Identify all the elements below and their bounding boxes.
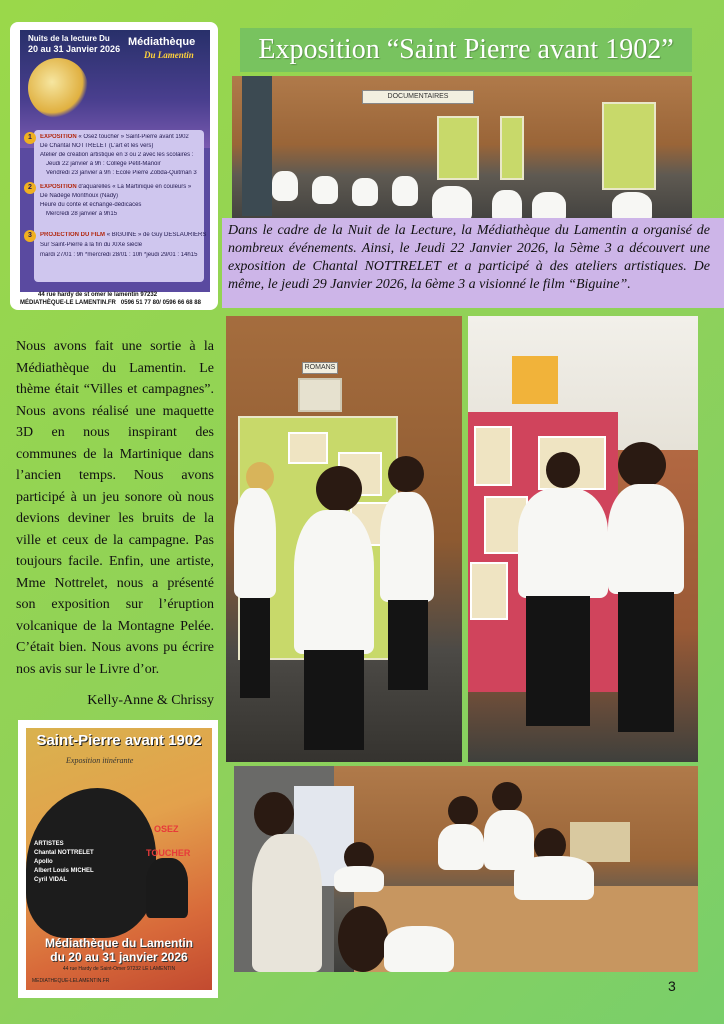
exhibition-poster xyxy=(18,720,218,998)
student xyxy=(392,176,418,206)
exhibition-panel xyxy=(437,116,479,180)
student-head xyxy=(388,456,424,492)
book-stack xyxy=(570,822,630,862)
flyer-section2-subtitle: d'aquarelles « La Martinique en couleurs » xyxy=(78,184,192,190)
poster-dates: du 20 au 31 janvier 2026 xyxy=(50,950,188,964)
poster-website: MEDIATHEQUE-LELAMENTIN.FR xyxy=(32,978,110,984)
story-author: Kelly-Anne & Chrissy xyxy=(87,693,214,708)
student-head xyxy=(316,466,362,512)
poster-toucher: TOUCHER xyxy=(146,848,191,858)
poster-artist: Apollo xyxy=(34,859,53,865)
page-title: Exposition “Saint Pierre avant 1902” xyxy=(240,28,692,72)
flyer-section3-note: Sur Saint-Pierre à la fin du XIXe siècle xyxy=(40,242,143,248)
photo-students-at-panel xyxy=(226,316,462,762)
student-legs xyxy=(304,650,364,750)
student xyxy=(432,186,472,222)
flyer-artwork xyxy=(20,30,210,292)
flyer-venue-sub: Du Lamentin xyxy=(144,50,194,60)
student xyxy=(608,484,684,594)
exhibit-picture xyxy=(470,562,508,620)
person-head xyxy=(254,792,294,836)
poster-osez: OSEZ xyxy=(154,824,179,834)
window xyxy=(242,76,272,216)
student xyxy=(312,176,338,204)
poster-artwork xyxy=(26,728,212,990)
photo-library-exhibition-room xyxy=(232,76,692,228)
student xyxy=(438,824,484,870)
student-head xyxy=(618,442,666,488)
poster-subtitle: Exposition itinérante xyxy=(66,756,134,765)
poster-artists-label: ARTISTES xyxy=(34,841,64,847)
exhibition-panel xyxy=(602,102,656,190)
silhouette-hand-icon xyxy=(146,858,188,918)
student xyxy=(514,856,594,900)
poster-artist: Albert Louis MICHEL xyxy=(34,868,94,874)
flyer-section1-number: 1 xyxy=(24,132,36,144)
flyer-section3-title: PROJECTION DU FILM xyxy=(40,232,106,238)
student-head xyxy=(338,906,388,972)
flyer-section3-subtitle: « BIGUINE » de Guy DESLAURIERS xyxy=(106,232,207,238)
student-legs xyxy=(388,600,428,690)
poster-title: Saint-Pierre avant 1902 xyxy=(36,732,202,749)
student xyxy=(352,178,378,206)
flyer-phone: 0596 51 77 80/ 0596 66 68 88 xyxy=(120,300,201,306)
flyer-website: MÉDIATHÈQUE-LE LAMENTIN.FR xyxy=(20,300,116,306)
student xyxy=(234,488,276,598)
exhibit-picture xyxy=(288,432,328,464)
flyer-section3-dates: mardi 27/01 : 9h *mercredi 28/01 : 10h *jeudi 29/01 : 14h15 xyxy=(40,252,198,258)
moon-icon xyxy=(28,58,88,118)
poster-artist: Chantal NOTTRELET xyxy=(34,850,94,856)
poster-venue: Médiathèque du Lamentin xyxy=(44,936,193,950)
photo-art-workshop xyxy=(234,766,698,972)
student xyxy=(380,492,434,602)
poster-artist: Cyril VIDAL xyxy=(34,877,68,883)
student xyxy=(272,171,298,201)
caption-box xyxy=(222,218,724,308)
flyer-section1-subtitle: « Osez toucher » Saint-Pierre avant 1902 xyxy=(78,134,189,140)
page-number: 3 xyxy=(668,978,676,994)
exhibit-picture xyxy=(474,426,512,486)
student xyxy=(294,510,374,654)
flyer-section3-number: 3 xyxy=(24,230,36,242)
exhibition-panel xyxy=(500,116,524,180)
student xyxy=(384,926,454,972)
student xyxy=(518,488,608,598)
flyer-section1-workshop: Atelier de création artistique en 3 ou 2 avec les scolaires : xyxy=(40,152,194,158)
flyer-contact-line xyxy=(20,300,210,306)
photo-students-at-pink-board xyxy=(468,316,698,762)
flyer-address: 44 rue hardy de st omer le lamentin 97232 xyxy=(38,292,158,298)
poster-artists xyxy=(34,840,94,885)
caption-text: Dans le cadre de la Nuit de la Lecture, la Médiathèque du Lamentin a organisé de nombreux événements. Ainsi, le Jeudi 22 Janvier 2026, la 5ème 3 a découvert une exposition de Chantal NOTTRELET et a participé à des ateliers artistiques. De même, le jeudi 29 Janvier 2026, la 6ème 3 a visionné le film “Biguine”. xyxy=(228,223,710,292)
adult-instructor xyxy=(252,834,322,972)
flyer-section2-title: EXPOSITION xyxy=(40,184,77,190)
poster-address: 44 rue Hardy de Saint-Omer 97232 LE LAMENTIN xyxy=(62,966,176,972)
student-legs xyxy=(240,598,270,698)
flyer-event-line1: Nuits de la lecture Du xyxy=(28,34,110,43)
flyer-section2-artist: De Nadège Monthoux (Nady) xyxy=(40,193,119,199)
student-head xyxy=(492,782,522,812)
romans-sign: ROMANS xyxy=(302,362,338,374)
poster-on-wall xyxy=(512,356,558,404)
flyer-section2-event: Heure du conte et échange-dédicaces xyxy=(40,202,142,208)
flyer-section1-title: EXPOSITION xyxy=(40,134,77,140)
student-head xyxy=(546,452,580,488)
flyer-program-box xyxy=(28,130,207,282)
student-head xyxy=(448,796,478,826)
notice-board xyxy=(298,378,342,412)
documentaires-sign: DOCUMENTAIRES xyxy=(362,90,474,104)
student-legs xyxy=(526,596,590,726)
poster-venue-block xyxy=(26,936,212,964)
flyer-section1-artist: De Chantal NOTTRELET (L'art et les vers) xyxy=(40,143,154,149)
flyer-section2-number: 2 xyxy=(24,182,36,194)
flyer-venue: Médiathèque xyxy=(128,36,196,48)
flyer-section1-date2: Vendredi 23 janvier à 9h : École Pierre Zobda-Quitman 3 xyxy=(46,170,197,176)
student xyxy=(334,866,384,892)
student-legs xyxy=(618,592,674,732)
flyer-section1-date1: Jeudi 22 janvier à 9h : Collège Petit-Manoir xyxy=(46,161,161,167)
flyer-event-line2: 20 au 31 Janvier 2026 xyxy=(28,44,121,54)
event-flyer xyxy=(10,22,218,310)
flyer-section2-date: Mercredi 28 janvier à 9h15 xyxy=(46,211,118,217)
story-text: Nous avons fait une sortie à la Médiathèque du Lamentin. Le thème était “Villes et campagnes”. Nous avons réalisé une maquette 3D en nous inspirant des communes de la Martinique dans l’ancien temps. Nous avons participé à un jeu sonore où nous devions deviner les bruits de la ville et ceux de la campagne. Pas toujours facile. Enfin, une artiste, Mme Nottrelet, nous a présenté son exposition sur l’éruption volcanique de la Montagne Pelée. C’était bien. Nous avons pu écrire nos avis sur le Livre d’or. xyxy=(16,339,214,677)
